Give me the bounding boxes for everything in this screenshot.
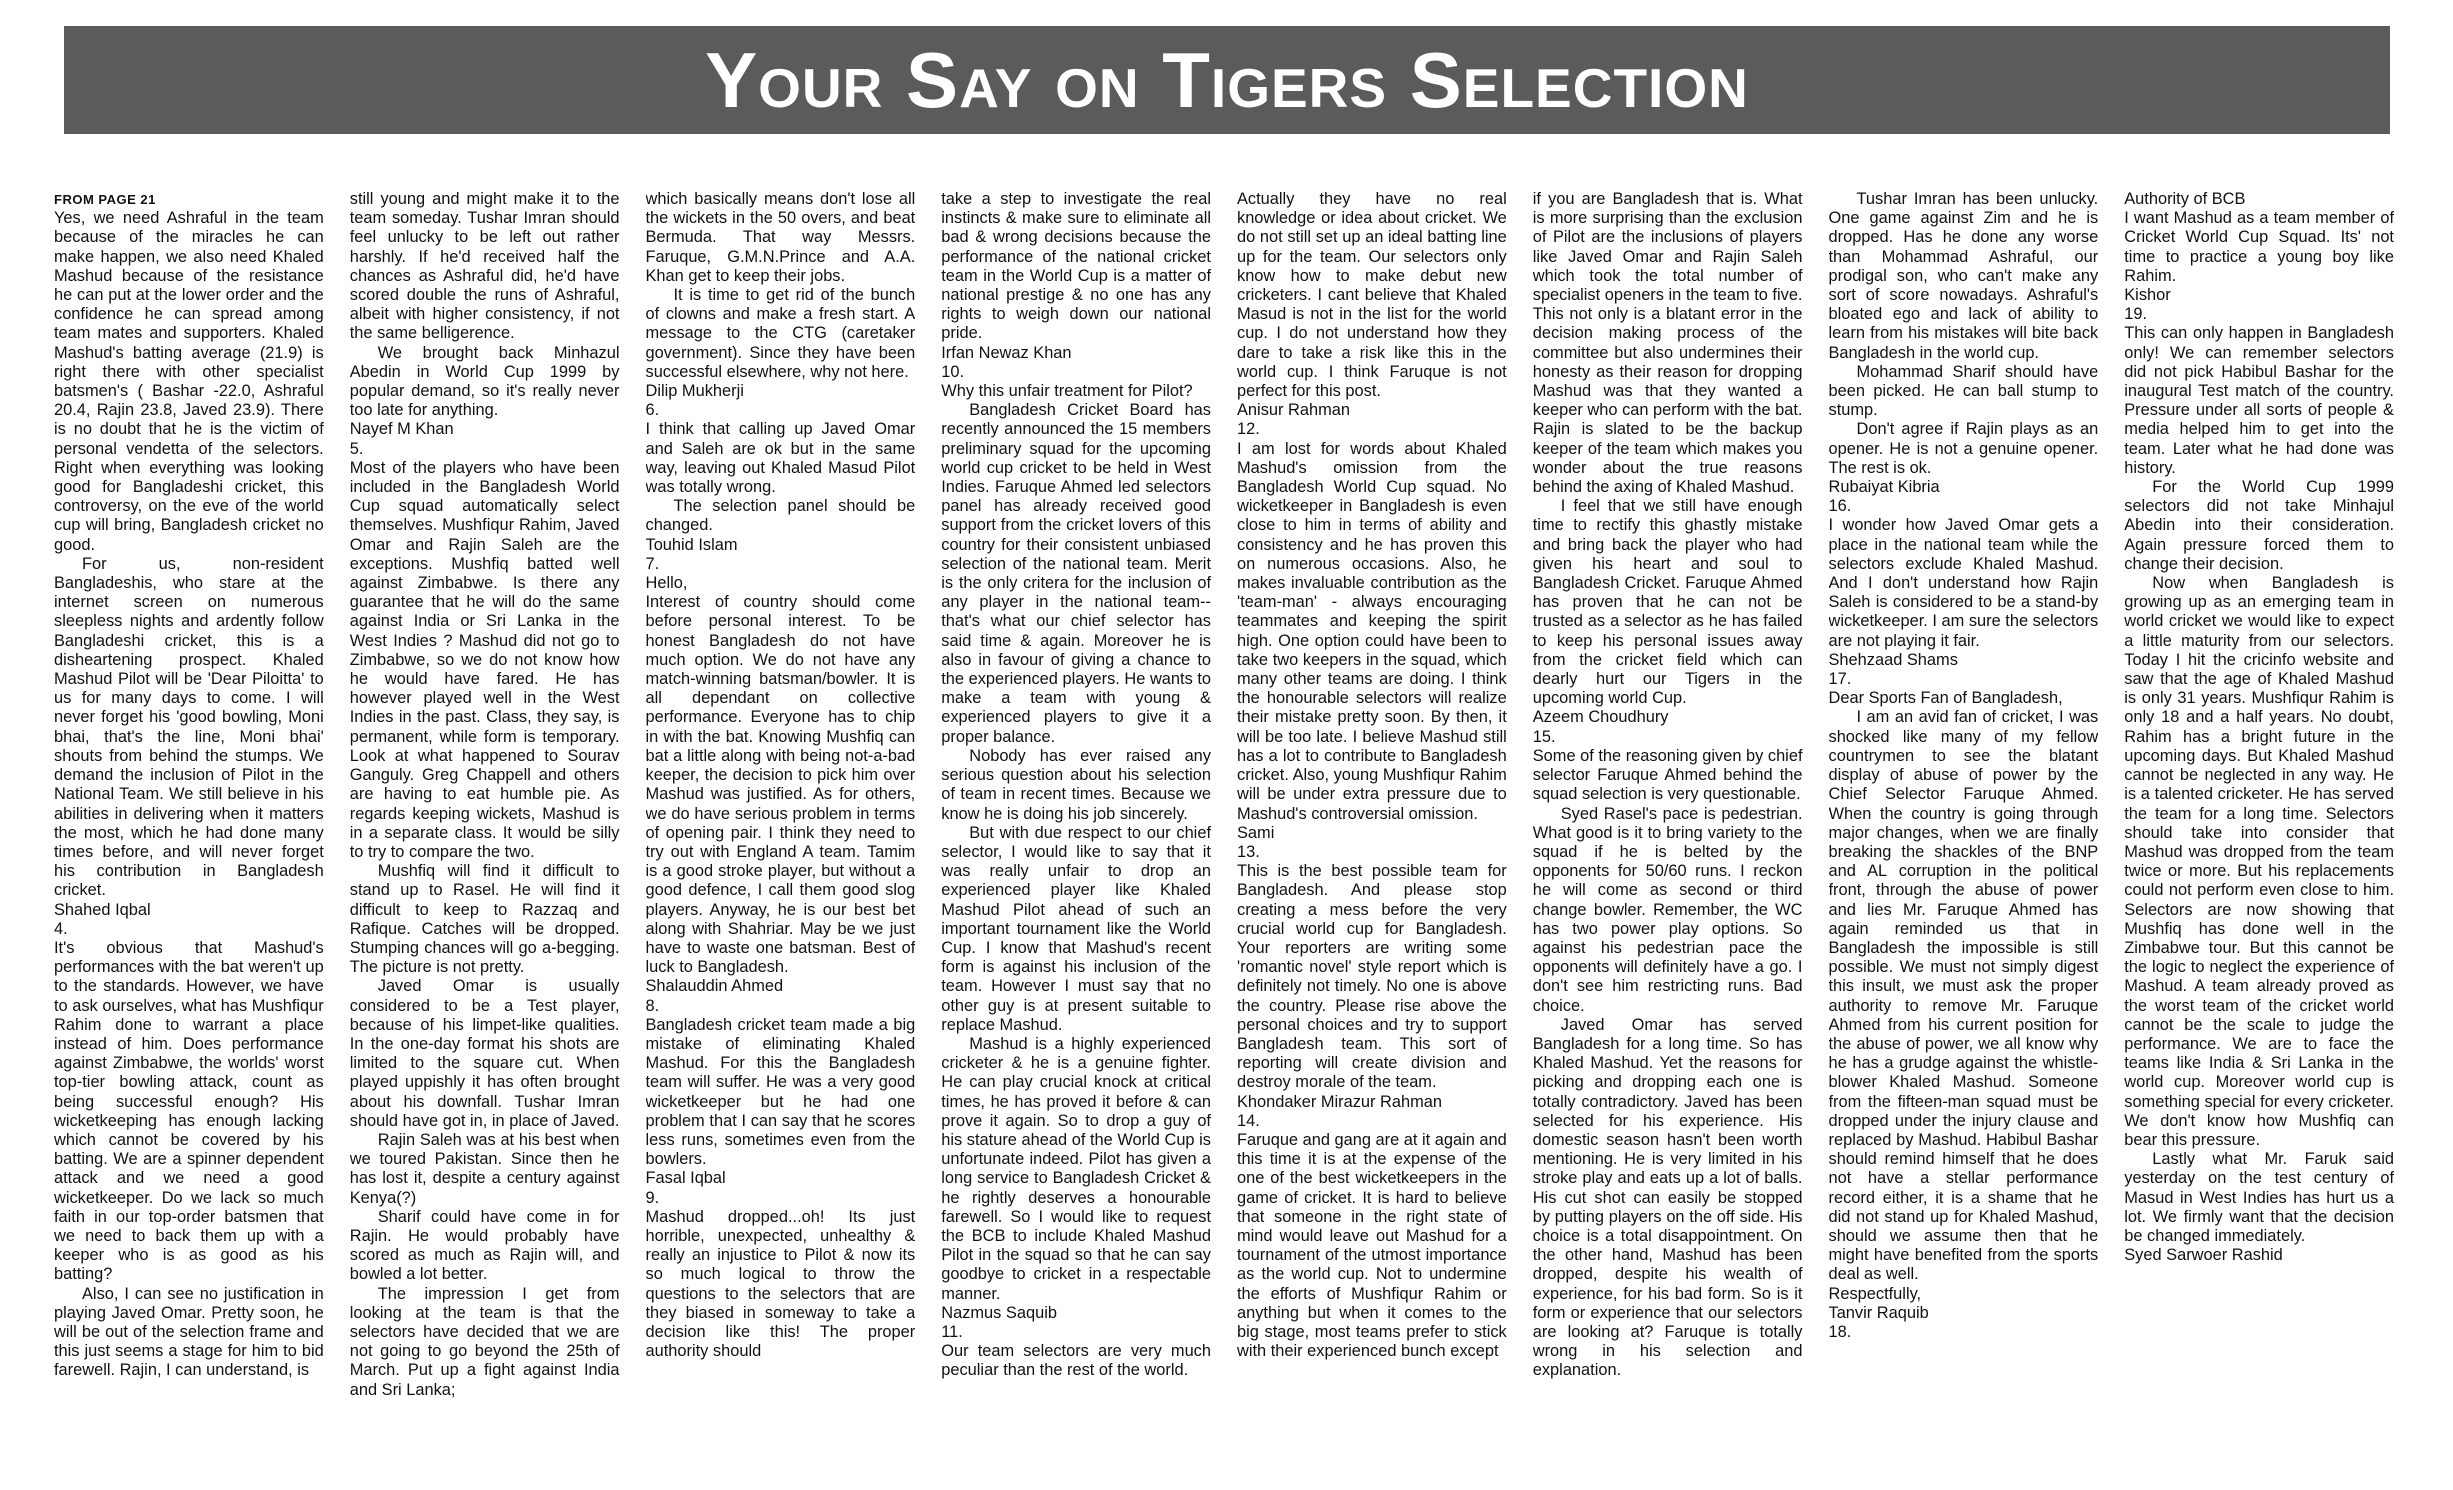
letter-salutation: Dear Sports Fan of Bangladesh, [1828, 689, 2063, 708]
paragraph: Mashud dropped...oh! Its just horrible, unexpected, unhealthy & really an injustice to Pilot & now its so much logical to throw the questions to the selectors that are they biased in someway to take a decision like this! The proper authority should [645, 1207, 916, 1361]
paragraph: Now when Bangladesh is growing up as an emerging team in world cricket we would like to expect a little maturity from our selectors. Today I hit the cricinfo website and saw that the age of Khaled Mashud is only 31 years. Mushfiqur Rahim is only 18 and a half years. No doubt, Rahim has a bright future in the upcoming days. But Khaled Mashud cannot be neglected in any way. He is a talented cricketer. He has served the team for a long time. Selectors should take into consider that Mashud was dropped from the team twice or more. But his replacements could not perform even close to him. Selectors are now showing that Mushfiq has done well in the Zimbabwe tour. But this cannot be the logic to neglect the experience of Mashud. A team already proved as the worst team of the cricket world cannot be the scale to judge the performance. We are to face the teams like India & Sri Lanka in the world cup. Moreover world cup is something special for every cricketer. We don't know how Mushfiq can bear this pressure. [2124, 574, 2394, 1149]
letter-number: 9. [645, 1188, 660, 1207]
paragraph: I feel that we still have enough time to rectify this ghastly mistake and bring back the player who had given his heart and soul to Bangladesh Cricket. Faruque Ahmed has proven that he can not be trusted as a selector as he has failed to keep his personal issues away from the cricket field which can dearly hurt our Tigers in the upcoming world Cup. [1532, 497, 1803, 708]
text-column-7 [1829, 190, 2099, 1480]
paragraph: Actually they have no real knowledge or idea about cricket. We do not still set up an ideal batting line up for the team. Our selectors only know how to make debut new cricketers. I cant believe that Khaled Masud is not in the list for the world cup. I do not understand how they dare to take a risk like this in the world cup. I think Faruque is not perfect for this post. [1237, 190, 1507, 401]
letter-number: 7. [645, 554, 660, 573]
text-column-2 [350, 190, 620, 1480]
paragraph: I think that calling up Javed Omar and Saleh are ok but in the same way, leaving out Khaled Masud Pilot was totally wrong. [645, 420, 916, 497]
letter-signature: Shehzaad Shams [1828, 650, 1958, 669]
letter-number: 5. [349, 439, 364, 458]
letter-heading: Authority of BCB [2124, 190, 2246, 208]
paragraph: Mushfiq will find it difficult to stand up to Rasel. He will find it difficult to keep to Razzaq and Rafique. Catches will be dropped. Stumping chances will go a-begging. The picture is not pretty. [349, 862, 620, 977]
letter-number: 8. [645, 996, 660, 1015]
paragraph: take a step to investigate the real instincts & make sure to eliminate all bad & wrong decisions because the performance of the national cricket team in the World Cup is a matter of national prestige & no one has any rights to weigh down our national pride. [941, 190, 1211, 343]
letter-number: 10. [941, 362, 965, 381]
letter-number: 12. [1237, 420, 1260, 439]
letter-signature: Tanvir Raquib [1828, 1303, 1929, 1322]
text-column-3 [646, 190, 916, 1480]
letter-signature: Irfan Newaz Khan [941, 343, 1072, 362]
paragraph: if you are Bangladesh that is. What is more surprising than the exclusion of Pilot are the inclusions of players like Javed Omar and Rajin Saleh which took the total number of specialist openers in the team to five. This not only is a blatant error in the decision making process of the committee but also undermines their honesty as their reason for dropping Mashud was that they wanted a keeper who can perform with the bat. Rajin is slated to be the backup keeper of the team which makes you wonder about the true reasons behind the axing of Khaled Mashud. [1532, 190, 1803, 497]
letter-signature: Azeem Choudhury [1532, 708, 1669, 727]
letter-signature: Nazmus Saquib [941, 1303, 1057, 1322]
paragraph: Javed Omar is usually considered to be a Test player, because of his limpet-like qualities. In the one-day format his shots are limited to the square cut. When played uppishly it has often brought about his downfall. Tushar Imran should have got in, in place of Javed. [349, 977, 620, 1130]
paragraph: Yes, we need Ashraful in the team because of the miracles he can make happen, we also need Khaled Mashud because of the resistance he can put at the lower order and the confidence he can spread among team mates and supporters. Khaled Mashud's batting average (21.9) is right there with other specialist batsmen's ( Bashar -22.0, Ashraful 20.4, Rajin 23.8, Javed 23.9). There is no doubt that he is the victim of personal vendetta of the selectors. Right when everything was looking good for Bangladeshi cricket, this controversy, on the eve of the world cup will bring, Bangladesh cricket no good. [54, 209, 324, 554]
paragraph: Don't agree if Rajin plays as an opener. He is not a genuine opener. The rest is ok. [1828, 420, 2099, 477]
letter-number: 15. [1532, 727, 1556, 746]
paragraph: Mashud is a highly experienced cricketer & he is a genuine fighter. He can play crucial knock at critical times, he has proved it before & can prove it again. So to drop a guy of his stature ahead of the World Cup is unfortunate indeed. Pilot has given a long service to Bangladesh Cricket & he rightly deserves a honourable farewell. So I would like to request the BCB to include Khaled Mashud Pilot in the squad so that he can say goodbye to cricket in a respectable manner. [941, 1034, 1211, 1303]
paragraph: Our team selectors are very much peculiar than the rest of the world. [941, 1342, 1211, 1380]
paragraph: Mohammad Sharif should have been picked. He can ball stump to stump. [1828, 362, 2099, 420]
letter-number: 11. [941, 1322, 963, 1341]
paragraph: Some of the reasoning given by chief selector Faruque Ahmed behind the squad selection is very questionable. [1532, 746, 1803, 804]
letter-number: 14. [1237, 1111, 1260, 1130]
letter-signature: Touhid Islam [645, 535, 738, 554]
letter-number: 4. [54, 919, 68, 938]
paragraph: still young and might make it to the team someday. Tushar Imran should feel unlucky to be left out rather harshly. If he'd received half the chances as Ashraful did, he'd have scored double the runs of Ashraful, albeit with higher consistency, if not the same belligerence. [349, 190, 620, 343]
letter-number: 13. [1237, 842, 1260, 861]
paragraph: Rajin Saleh was at his best when we toured Pakistan. Since then he has lost it, despite a century against Kenya(?) [349, 1130, 620, 1207]
paragraph: It's obvious that Mashud's performances with the bat weren't up to the standards. However, we have to ask ourselves, what has Mushfiqur Rahim done to warrant a place instead of him. Does performance against Zimbabwe, the worlds' worst top-tier bowling attack, count as being successful enough? His wicketkeeping has enough lacking which cannot be covered by his batting. We are a spinner dependent attack and we need a good wicketkeeper. Do we lack so much faith in our top-order batsmen that we need to back them up with a keeper who is as good as his batting? [54, 938, 324, 1284]
continued-from-label: FROM PAGE 21 [54, 192, 156, 207]
paragraph: For us, non-resident Bangladeshis, who stare at the internet screen on numerous sleepless nights and ardently follow Bangladeshi cricket, this is a disheartening prospect. Khaled Mashud Pilot will be 'Dear Piloitta' to us for many days to come. I will never forget his 'good bowling, Moni bhai, that's the line, Moni bhai' shouts from behind the stumps. We demand the inclusion of Pilot in the National Team. We still believe in his abilities in delivering when it matters the most, which he had done many times before, and will never forget his contribution in Bangladesh cricket. [54, 554, 324, 900]
text-column-4 [941, 190, 1211, 1480]
text-column-6 [1533, 190, 1803, 1480]
letter-number: 6. [645, 401, 660, 420]
paragraph: Also, I can see no justification in playing Javed Omar. Pretty soon, he will be out of the selection frame and this just seems a stage for him to bid farewell. Rajin, I can understand, is [54, 1284, 324, 1380]
paragraph: Faruque and gang are at it again and this time it is at the expense of the one of the best wicketkeepers in the game of cricket. It is hard to believe that someone in the right state of mind would leave out Mashud for a tournament of the utmost importance as the world cup. Not to undermine the efforts of Mushfiqur Rahim or anything but when it comes to the big stage, most teams prefer to stick with their experienced bunch except [1237, 1130, 1507, 1361]
letter-salutation: Hello, [645, 574, 688, 593]
paragraph: I wonder how Javed Omar gets a place in the national team while the selectors exclude Khaled Mashud. And I don't understand how Rajin Saleh is considered to be a stand-by wicketkeeper. I am sure the selectors are not playing it fair. [1828, 516, 2099, 650]
letter-signature: Shahed Iqbal [54, 900, 151, 919]
paragraph: Most of the players who have been included in the Bangladesh World Cup squad automatically select themselves. Mushfiqur Rahim, Javed Omar and Rajin Saleh are the exceptions. Mushfiq batted well against Zimbabwe. Is there any guarantee that he will do the same against India or Sri Lanka in the West Indies ? Mashud did not go to Zimbabwe, so we do not know how he would have fared. He has however played well in the West Indies in the past. Class, they say, is permanent, while form is temporary. Look at what happened to Sourav Ganguly. Greg Chappell and others are having to eat humble pie. As regards keeping wickets, Mashud is in a separate class. It would be silly to try to compare the two. [349, 458, 620, 861]
headline-banner [64, 26, 2390, 134]
paragraph: Bangladesh Cricket Board has recently announced the 15 members preliminary squad for the upcoming world cup cricket to be held in West Indies. Faruque Ahmed led selectors panel has already received good support from the cricket lovers of this country for their consistent unbiased selection of the national team. Merit is the only critera for the inclusion of any player in the national team--that's what our chief selector has said time & again. Moreover he is also in favour of giving a chance to the experienced players. He wants to make a team with young & experienced players to give it a proper balance. [941, 401, 1211, 746]
paragraph: Interest of country should come before personal interest. To be honest Bangladesh do not have much option. We do not have any match-winning batsman/bowler. It is all dependant on collective performance. Everyone has to chip in with the bat. Knowing Mushfiq can bat a little along with being not-a-bad keeper, the decision to pick him over Mashud was justified. As for others, we do have serious problem in terms of opening pair. I think they need to try out with England A team. Tamim is a good stroke player, but without a good defence, I call them good slog players. Anyway, he is our best bet along with Shahriar. May be we just have to waste one batsman. Best of luck to Bangladesh. [645, 593, 916, 977]
paragraph: This is the best possible team for Bangladesh. And please stop creating a mess before the very crucial world cup for Bangladesh. Your reporters are writing some 'romantic novel' style report which is definitely not timely. No one is above the country. Please rise above the personal choices and try to support Bangladesh team. This sort of reporting will create division and destroy morale of the team. [1237, 862, 1507, 1092]
paragraph: Bangladesh cricket team made a big mistake of eliminating Khaled Mashud. For this the Bangladesh team will suffer. He was a very good wicketkeeper but he had one problem that I can say that he scores less runs, sometimes even from the bowlers. [645, 1015, 916, 1169]
paragraph: This can only happen in Bangladesh only! We can remember selectors did not pick Habibul Bashar for the inaugural Test match of the country. Pressure under all sorts of people & media helped him to get into the team. Later what he had done was history. [2124, 324, 2394, 477]
paragraph: which basically means don't lose all the wickets in the 50 overs, and beat Bermuda. That way Messrs. Faruque, G.M.N.Prince and A.A. Khan get to keep their jobs. [645, 190, 916, 285]
letter-number: 18. [1828, 1322, 1852, 1341]
paragraph: The impression I get from looking at the team is that the selectors have decided that we are not going to go beyond the 25th of March. Put up a fight against India and Sri Lanka; [349, 1284, 620, 1399]
letter-number: 16. [1828, 497, 1852, 516]
article-columns [54, 190, 2394, 1480]
paragraph: For the World Cup 1999 selectors did not take Minhajul Abedin into their consideration. Again pressure forced them to change their decision. [2124, 478, 2394, 573]
letter-signature: Fasal Iqbal [645, 1169, 726, 1188]
letter-closing: Respectfully, [1828, 1284, 1922, 1303]
letter-signature: Sami [1237, 823, 1275, 842]
text-column-8 [2124, 190, 2394, 1480]
letter-signature: Syed Sarwoer Rashid [2124, 1246, 2283, 1265]
letter-number: 19. [2124, 305, 2148, 324]
paragraph: The selection panel should be changed. [645, 497, 916, 535]
page-title: Your Say on Tigers Selection [705, 35, 1749, 124]
text-column-1 [54, 190, 324, 1480]
paragraph: Lastly what Mr. Faruk said yesterday on the test century of Masud in West Indies has hurt us a lot. We firmly want that the decision be changed immediately. [2124, 1150, 2394, 1245]
paragraph: I want Mashud as a team member of Cricket World Cup Squad. Its' not time to practice a young boy like Rahim. [2124, 209, 2394, 285]
letter-heading: Why this unfair treatment for Pilot? [941, 382, 1193, 401]
paragraph: Sharif could have come in for Rajin. He would probably have scored as much as Rajin will, and bowled a lot better. [349, 1207, 620, 1284]
paragraph: Javed Omar has served Bangladesh for a long time. So has Khaled Mashud. Yet the reasons for picking and dropping each one is totally contradictory. Javed has been selected for his experience. His domestic season hasn't been worth mentioning. He is very limited in his stroke play and eats up a lot of balls. His cut shot can easily be stopped by putting players on the off side. His choice is a total disappointment. On the other hand, Mashud has been dropped, despite his wealth of experience, for his bad form. So is it form or experience that our selectors are looking at? Faruque is totally wrong in his selection and explanation. [1532, 1015, 1803, 1380]
letter-number: 17. [1828, 670, 1852, 689]
letter-signature: Rubaiyat Kibria [1828, 478, 1940, 497]
paragraph: I am an avid fan of cricket, I was shocked like many of my fellow countrymen to see the blatant display of abuse of power by the Chief Selector Faruque Ahmed. When the country is going through major changes, when we are finally breaking the shackles of the BNP and AL corruption in the political front, through the abuse of power and lies Mr. Faruque Ahmed has again reminded us that in Bangladesh the impossible is still possible. We must not simply digest this insult, we must ask the proper authority to remove Mr. Faruque Ahmed from his current position for the abuse of power, we all know why he has a grudge against the whistle-blower Khaled Mashud. Someone from the fifteen-man squad must be dropped under the injury clause and replaced by Mashud. Habibul Bashar should remind himself that he does not have a stellar performance record either, it is a shame that he did not stand up for Khaled Mashud, should we assume then that he might have benefited from the sports deal as well. [1828, 708, 2099, 1284]
letter-signature: Nayef M Khan [349, 420, 454, 439]
paragraph: But with due respect to our chief selector, I would like to say that it was really unfair to drop an experienced player like Khaled Mashud Pilot ahead of such an important tournament like the World Cup. I know that Mashud's recent form is against his inclusion of the team. However I must say that no other guy is at present suitable to replace Mashud. [941, 823, 1211, 1034]
letter-signature: Khondaker Mirazur Rahman [1237, 1092, 1442, 1111]
paragraph: I am lost for words about Khaled Mashud's omission from the Bangladesh World Cup squad. No wicketkeeper in Bangladesh is even close to him in terms of ability and consistency and he has proven this on numerous occasions. Also, he makes invaluable contribution as the 'team-man' - always encouraging teammates and keeping the spirit high. One option could have been to take two keepers in the squad, which many other teams are doing. I think the honourable selectors will realize their mistake pretty soon. By then, it will be too late. I believe Mashud still has a lot to contribute to Bangladesh cricket. Also, young Mushfiqur Rahim will be under extra pressure due to Mashud's controversial omission. [1237, 439, 1507, 823]
paragraph: Nobody has ever raised any serious question about his selection of team in recent times. Because we know he is doing his job sincerely. [941, 746, 1211, 823]
paragraph: Tushar Imran has been unlucky. One game against Zim and he is dropped. Has he done any worse than Mohammad Ashraful, our prodigal son, who can't make any sort of score nowadays. Ashraful's bloated ego and lack of ability to learn from his mistakes will bite back Bangladesh in the world cup. [1828, 190, 2099, 362]
letter-signature: Shalauddin Ahmed [645, 977, 784, 996]
paragraph: Syed Rasel's pace is pedestrian. What good is it to bring variety to the squad if he is belted by the opponents for 50/60 runs. I reckon he will come as second or third change bowler. Remember, the WC has two power play options. So against his pedestrian pace the opponents will definitely have a go. I don't see him restricting runs. Bad choice. [1532, 804, 1803, 1015]
text-column-5 [1237, 190, 1507, 1480]
letter-signature: Anisur Rahman [1237, 401, 1350, 420]
paragraph: It is time to get rid of the bunch of clowns and make a fresh start. A message to the CTG (caretaker government). Since they have been successful elsewhere, why not here. [645, 286, 916, 381]
paragraph: We brought back Minhazul Abedin in World Cup 1999 by popular demand, so it's really never too late for anything. [349, 343, 620, 420]
letter-signature: Kishor [2124, 286, 2171, 305]
letter-signature: Dilip Mukherji [645, 382, 744, 401]
